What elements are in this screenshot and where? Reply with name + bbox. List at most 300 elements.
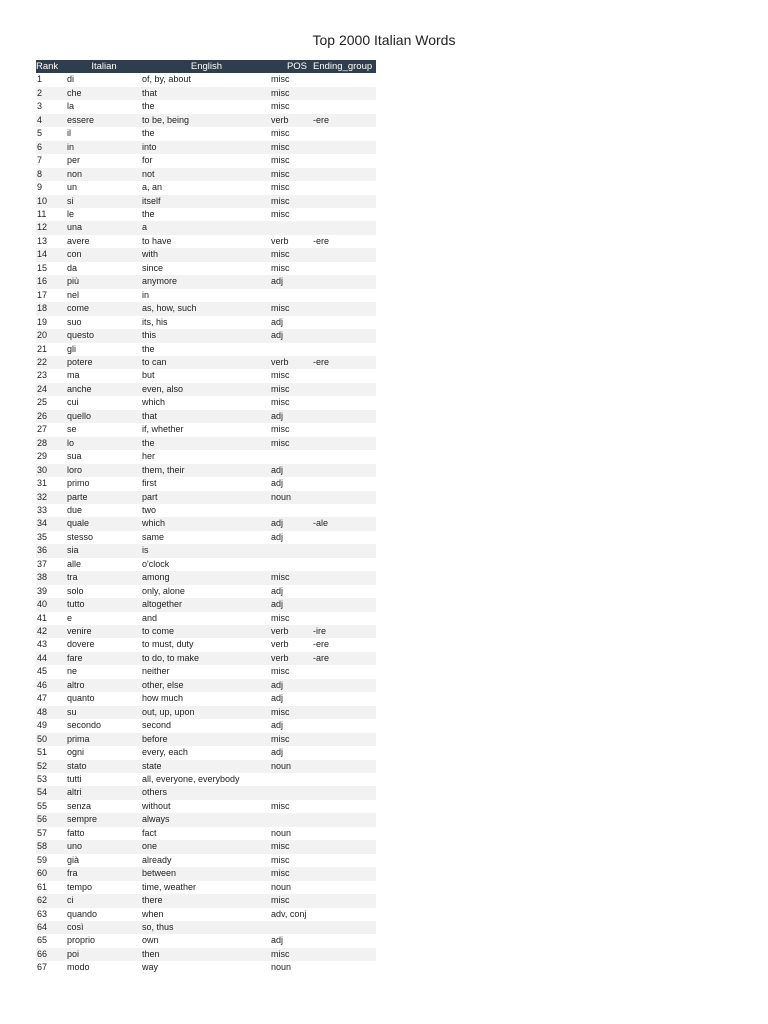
table-row bbox=[36, 396, 376, 409]
italian-cell: come bbox=[66, 302, 142, 315]
pos-cell: verb bbox=[271, 652, 313, 665]
ending-group-cell bbox=[313, 343, 376, 356]
ending-group-cell bbox=[313, 760, 376, 773]
table-row bbox=[36, 908, 376, 921]
rank-cell: 11 bbox=[37, 208, 47, 219]
english-cell: second bbox=[142, 720, 172, 731]
rank-cell: 26 bbox=[36, 410, 66, 423]
ending-group-cell bbox=[313, 800, 376, 813]
pos-cell bbox=[271, 221, 313, 234]
pos-cell: adj bbox=[271, 531, 284, 542]
table-row bbox=[36, 773, 376, 786]
pos-cell: misc bbox=[271, 397, 290, 408]
pos-cell bbox=[271, 450, 313, 463]
rank-cell: 60 bbox=[36, 867, 66, 880]
rank-cell: 56 bbox=[36, 813, 66, 826]
ending-group-cell bbox=[313, 410, 376, 423]
table-row bbox=[36, 544, 376, 557]
pos-cell bbox=[271, 558, 313, 571]
ending-group-cell bbox=[313, 531, 376, 544]
rank-cell: 3 bbox=[37, 101, 43, 112]
rank-cell: 14 bbox=[36, 248, 66, 261]
italian-cell: quanto bbox=[67, 693, 95, 704]
rank-cell: 41 bbox=[37, 612, 48, 623]
english-cell: if, whether bbox=[142, 424, 184, 435]
table-row bbox=[36, 248, 376, 261]
rank-cell: 2 bbox=[36, 87, 66, 100]
italian-cell: due bbox=[67, 504, 83, 515]
rank-cell: 23 bbox=[37, 370, 48, 381]
table-row bbox=[36, 316, 376, 329]
english-cell: others bbox=[142, 786, 271, 799]
english-cell: out, up, upon bbox=[142, 706, 271, 719]
italian-cell: anche bbox=[66, 383, 142, 396]
ending-group-cell bbox=[313, 477, 376, 490]
italian-cell: ne bbox=[67, 666, 78, 677]
italian-cell: non bbox=[66, 168, 142, 181]
pos-cell bbox=[271, 544, 313, 557]
ending-group-cell bbox=[313, 558, 376, 571]
italian-cell: gli bbox=[67, 343, 77, 354]
pos-cell: misc bbox=[271, 854, 290, 865]
italian-cell: ogni bbox=[67, 747, 85, 758]
ending-group-cell bbox=[313, 679, 376, 692]
pos-cell: adj bbox=[271, 693, 284, 704]
table-row bbox=[36, 692, 376, 705]
italian-cell: solo bbox=[67, 585, 84, 596]
table-row bbox=[36, 625, 376, 638]
rank-cell: 39 bbox=[37, 585, 48, 596]
pos-cell: noun bbox=[271, 881, 292, 892]
column-header-ending-group: Ending_group bbox=[313, 60, 376, 73]
rank-cell: 31 bbox=[37, 478, 48, 489]
rank-cell: 9 bbox=[37, 182, 43, 193]
table-row bbox=[36, 665, 376, 678]
italian-cell: loro bbox=[66, 464, 142, 477]
english-cell: itself bbox=[142, 195, 271, 208]
rank-cell: 62 bbox=[36, 894, 66, 907]
table-row bbox=[36, 369, 376, 382]
ending-group-cell: -ale bbox=[313, 517, 376, 530]
ending-group-cell bbox=[313, 369, 376, 382]
pos-cell: noun bbox=[271, 827, 292, 838]
english-cell: her bbox=[142, 451, 156, 462]
ending-group-cell bbox=[313, 840, 376, 853]
english-cell: a bbox=[142, 221, 271, 234]
english-cell: which bbox=[142, 397, 166, 408]
rank-cell: 13 bbox=[37, 235, 48, 246]
ending-group-cell bbox=[313, 87, 376, 100]
ending-group-cell bbox=[313, 141, 376, 154]
rank-cell: 38 bbox=[36, 571, 66, 584]
english-cell: its, his bbox=[142, 316, 168, 327]
rank-cell: 21 bbox=[37, 343, 48, 354]
rank-cell: 54 bbox=[36, 786, 66, 799]
rank-cell: 63 bbox=[37, 908, 48, 919]
pos-cell: misc bbox=[271, 128, 290, 139]
english-cell: that bbox=[142, 410, 271, 423]
ending-group-cell bbox=[313, 73, 376, 86]
italian-cell: da bbox=[67, 262, 78, 273]
pos-cell: misc bbox=[271, 800, 290, 811]
english-cell: the bbox=[142, 343, 155, 354]
table-row bbox=[36, 652, 376, 665]
italian-cell: nel bbox=[67, 289, 80, 300]
rank-cell: 64 bbox=[36, 921, 66, 934]
italian-cell: tutti bbox=[67, 774, 82, 785]
pos-cell: verb bbox=[271, 114, 313, 127]
table-row bbox=[36, 114, 376, 127]
table-row bbox=[36, 437, 376, 450]
italian-cell: fra bbox=[66, 867, 142, 880]
column-header-pos: POS bbox=[271, 60, 313, 73]
rank-cell: 46 bbox=[36, 679, 66, 692]
rank-cell: 8 bbox=[36, 168, 66, 181]
english-cell: first bbox=[142, 478, 157, 489]
ending-group-cell bbox=[313, 504, 376, 517]
english-cell: before bbox=[142, 733, 271, 746]
pos-cell: verb bbox=[271, 356, 313, 369]
ending-group-cell bbox=[313, 786, 376, 799]
table-row bbox=[36, 854, 376, 867]
pos-cell: misc bbox=[271, 733, 313, 746]
ending-group-cell bbox=[313, 208, 376, 221]
pos-cell: misc bbox=[271, 948, 313, 961]
rank-cell: 10 bbox=[36, 195, 66, 208]
ending-group-cell bbox=[313, 464, 376, 477]
rank-cell: 17 bbox=[37, 289, 48, 300]
ending-group-cell bbox=[313, 692, 376, 705]
column-header-rank: Rank bbox=[36, 60, 66, 73]
rank-cell: 6 bbox=[36, 141, 66, 154]
italian-cell: il bbox=[67, 128, 71, 139]
english-cell: in bbox=[142, 289, 150, 300]
english-cell: them, their bbox=[142, 464, 271, 477]
table-row bbox=[36, 73, 376, 86]
italian-cell: una bbox=[66, 221, 142, 234]
english-cell: o'clock bbox=[142, 558, 170, 569]
rank-cell: 49 bbox=[37, 720, 48, 731]
table-row bbox=[36, 840, 376, 853]
english-cell: with bbox=[142, 248, 271, 261]
rank-cell: 42 bbox=[36, 625, 66, 638]
italian-cell: dovere bbox=[67, 639, 95, 650]
rank-cell: 27 bbox=[37, 424, 48, 435]
english-cell: neither bbox=[142, 666, 170, 677]
pos-cell: adj bbox=[271, 316, 284, 327]
ending-group-cell bbox=[313, 450, 376, 463]
italian-cell: secondo bbox=[67, 720, 102, 731]
italian-cell: fare bbox=[66, 652, 142, 665]
table-row bbox=[36, 127, 376, 140]
rank-cell: 28 bbox=[36, 437, 66, 450]
italian-cell: quando bbox=[67, 908, 98, 919]
table-row bbox=[36, 827, 376, 840]
english-cell: two bbox=[142, 504, 157, 515]
pos-cell: misc bbox=[271, 74, 290, 85]
ending-group-cell bbox=[313, 275, 376, 288]
english-cell: of, by, about bbox=[142, 74, 191, 85]
ending-group-cell bbox=[313, 773, 376, 786]
table-row bbox=[36, 760, 376, 773]
table-row bbox=[36, 195, 376, 208]
pos-cell: misc bbox=[271, 155, 290, 166]
ending-group-cell bbox=[313, 908, 376, 921]
rank-cell: 48 bbox=[36, 706, 66, 719]
rank-cell: 34 bbox=[36, 517, 66, 530]
italian-cell: ci bbox=[66, 894, 142, 907]
table-row bbox=[36, 881, 376, 894]
italian-cell: le bbox=[67, 208, 75, 219]
pos-cell: adj bbox=[271, 410, 313, 423]
ending-group-cell bbox=[313, 423, 376, 436]
pos-cell: misc bbox=[271, 612, 290, 623]
pos-cell: adj bbox=[271, 585, 284, 596]
italian-cell: più bbox=[66, 275, 142, 288]
italian-cell: modo bbox=[67, 962, 90, 973]
italian-cell: stesso bbox=[67, 531, 94, 542]
ending-group-cell bbox=[313, 248, 376, 261]
ending-group-cell bbox=[313, 544, 376, 557]
rank-cell: 45 bbox=[37, 666, 48, 677]
english-cell: fact bbox=[142, 827, 157, 838]
ending-group-cell: -are bbox=[313, 652, 376, 665]
italian-cell: e bbox=[67, 612, 73, 623]
english-cell: which bbox=[142, 517, 271, 530]
rank-cell: 1 bbox=[37, 74, 43, 85]
ending-group-cell bbox=[313, 612, 376, 625]
table-row bbox=[36, 706, 376, 719]
english-cell: without bbox=[142, 800, 171, 811]
pos-cell bbox=[271, 773, 313, 786]
pos-cell: misc bbox=[271, 248, 313, 261]
rank-cell: 67 bbox=[37, 962, 48, 973]
table-row bbox=[36, 719, 376, 732]
pos-cell: misc bbox=[271, 208, 290, 219]
pos-cell: adj bbox=[271, 329, 313, 342]
rank-cell: 20 bbox=[36, 329, 66, 342]
ending-group-cell bbox=[313, 383, 376, 396]
italian-cell: se bbox=[67, 424, 77, 435]
table-row bbox=[36, 921, 376, 934]
table-row bbox=[36, 786, 376, 799]
italian-cell: sua bbox=[67, 451, 82, 462]
pos-cell: verb bbox=[271, 639, 289, 650]
italian-cell: quale bbox=[66, 517, 142, 530]
english-cell: the bbox=[142, 101, 155, 112]
english-cell: only, alone bbox=[142, 585, 185, 596]
table-row bbox=[36, 450, 376, 463]
pos-cell: misc bbox=[271, 424, 290, 435]
rank-cell: 55 bbox=[37, 800, 48, 811]
italian-cell: uno bbox=[66, 840, 142, 853]
english-cell: and bbox=[142, 612, 158, 623]
ending-group-cell: -ere bbox=[313, 114, 376, 127]
italian-cell: ma bbox=[67, 370, 80, 381]
english-cell: always bbox=[142, 813, 271, 826]
pos-cell: misc bbox=[271, 182, 290, 193]
pos-cell: misc bbox=[271, 370, 290, 381]
english-cell: so, thus bbox=[142, 921, 271, 934]
ending-group-cell: -ire bbox=[313, 625, 376, 638]
italian-cell: venire bbox=[66, 625, 142, 638]
english-cell: to be, being bbox=[142, 114, 271, 127]
italian-cell: tutto bbox=[66, 598, 142, 611]
english-cell: the bbox=[142, 208, 155, 219]
english-cell: own bbox=[142, 935, 159, 946]
pos-cell: misc bbox=[271, 302, 313, 315]
table-row bbox=[36, 464, 376, 477]
english-cell: all, everyone, everybody bbox=[142, 774, 240, 785]
table-row bbox=[36, 531, 376, 544]
pos-cell: adj bbox=[271, 478, 284, 489]
ending-group-cell bbox=[313, 316, 376, 329]
ending-group-cell bbox=[313, 813, 376, 826]
english-cell: anymore bbox=[142, 275, 271, 288]
ending-group-cell bbox=[313, 289, 376, 302]
rank-cell: 66 bbox=[36, 948, 66, 961]
pos-cell: adv, conj bbox=[271, 908, 307, 919]
page-title: Top 2000 Italian Words bbox=[312, 32, 456, 48]
column-header-english: English bbox=[142, 60, 271, 73]
pos-cell: verb bbox=[271, 625, 313, 638]
english-cell: since bbox=[142, 262, 164, 273]
rank-cell: 33 bbox=[37, 504, 48, 515]
ending-group-cell bbox=[313, 127, 376, 140]
ending-group-cell bbox=[313, 100, 376, 113]
table-row bbox=[36, 208, 376, 221]
table-body bbox=[36, 73, 376, 974]
english-cell: a, an bbox=[142, 182, 163, 193]
pos-cell: misc bbox=[271, 168, 313, 181]
ending-group-cell bbox=[313, 262, 376, 275]
english-cell: as, how, such bbox=[142, 302, 271, 315]
italian-cell: tra bbox=[66, 571, 142, 584]
table-row bbox=[36, 638, 376, 651]
table-row bbox=[36, 961, 376, 974]
rank-cell: 4 bbox=[36, 114, 66, 127]
rank-cell: 65 bbox=[37, 935, 48, 946]
english-cell: to must, duty bbox=[142, 639, 194, 650]
ending-group-cell bbox=[313, 195, 376, 208]
table-row bbox=[36, 477, 376, 490]
ending-group-cell bbox=[313, 181, 376, 194]
italian-cell: questo bbox=[66, 329, 142, 342]
italian-cell: stato bbox=[66, 760, 142, 773]
italian-cell: sia bbox=[66, 544, 142, 557]
english-cell: between bbox=[142, 867, 271, 880]
ending-group-cell bbox=[313, 706, 376, 719]
italian-cell: primo bbox=[67, 478, 90, 489]
ending-group-cell bbox=[313, 921, 376, 934]
italian-cell: cui bbox=[67, 397, 79, 408]
pos-cell: adj bbox=[271, 275, 313, 288]
pos-cell: misc bbox=[271, 840, 313, 853]
english-cell: part bbox=[142, 491, 271, 504]
rank-cell: 5 bbox=[37, 128, 43, 139]
italian-cell: poi bbox=[66, 948, 142, 961]
pos-cell: misc bbox=[271, 894, 313, 907]
ending-group-cell bbox=[313, 733, 376, 746]
table-row bbox=[36, 343, 376, 356]
rank-cell: 12 bbox=[36, 221, 66, 234]
italian-cell: un bbox=[67, 182, 78, 193]
rank-cell: 36 bbox=[36, 544, 66, 557]
table-row bbox=[36, 585, 376, 598]
italian-cell: fatto bbox=[67, 827, 85, 838]
english-cell: already bbox=[142, 854, 172, 865]
italian-cell: parte bbox=[66, 491, 142, 504]
table-row bbox=[36, 934, 376, 947]
english-cell: to come bbox=[142, 625, 271, 638]
ending-group-cell bbox=[313, 437, 376, 450]
table-row bbox=[36, 87, 376, 100]
table-row bbox=[36, 813, 376, 826]
ending-group-cell: -ere bbox=[313, 639, 330, 650]
rank-cell: 18 bbox=[36, 302, 66, 315]
italian-cell: suo bbox=[67, 316, 82, 327]
rank-cell: 15 bbox=[37, 262, 48, 273]
english-cell: then bbox=[142, 948, 271, 961]
ending-group-cell bbox=[313, 827, 376, 840]
ending-group-cell bbox=[313, 168, 376, 181]
ending-group-cell bbox=[313, 961, 376, 974]
italian-cell: prima bbox=[66, 733, 142, 746]
italian-cell: sempre bbox=[66, 813, 142, 826]
rank-cell: 40 bbox=[36, 598, 66, 611]
italian-cell: altri bbox=[66, 786, 142, 799]
ending-group-cell bbox=[313, 934, 376, 947]
italian-cell: essere bbox=[66, 114, 142, 127]
pos-cell: misc bbox=[271, 571, 313, 584]
pos-cell: misc bbox=[271, 101, 290, 112]
rank-cell: 53 bbox=[37, 774, 48, 785]
italian-cell: già bbox=[67, 854, 80, 865]
table-row bbox=[36, 168, 376, 181]
table-row bbox=[36, 517, 376, 530]
pos-cell: adj bbox=[271, 464, 313, 477]
italian-cell: con bbox=[66, 248, 142, 261]
table-row bbox=[36, 800, 376, 813]
rank-cell: 7 bbox=[37, 155, 43, 166]
italian-cell: che bbox=[66, 87, 142, 100]
ending-group-cell bbox=[313, 665, 376, 678]
table-row bbox=[36, 383, 376, 396]
table-row bbox=[36, 894, 376, 907]
table-row bbox=[36, 491, 376, 504]
table-row bbox=[36, 679, 376, 692]
table-row bbox=[36, 504, 376, 517]
table-row bbox=[36, 733, 376, 746]
ending-group-cell bbox=[313, 221, 376, 234]
rank-cell: 57 bbox=[37, 827, 48, 838]
rank-cell: 22 bbox=[36, 356, 66, 369]
pos-cell: adj bbox=[271, 679, 313, 692]
pos-cell: misc bbox=[271, 262, 290, 273]
table-row bbox=[36, 141, 376, 154]
english-cell: but bbox=[142, 370, 155, 381]
italian-cell: proprio bbox=[67, 935, 96, 946]
table-row bbox=[36, 181, 376, 194]
english-cell: into bbox=[142, 141, 271, 154]
english-cell: the bbox=[142, 437, 271, 450]
table-row bbox=[36, 289, 376, 302]
ending-group-cell bbox=[313, 571, 376, 584]
pos-cell bbox=[271, 921, 313, 934]
italian-cell: si bbox=[66, 195, 142, 208]
rank-cell: 32 bbox=[36, 491, 66, 504]
italian-cell: alle bbox=[67, 558, 82, 569]
